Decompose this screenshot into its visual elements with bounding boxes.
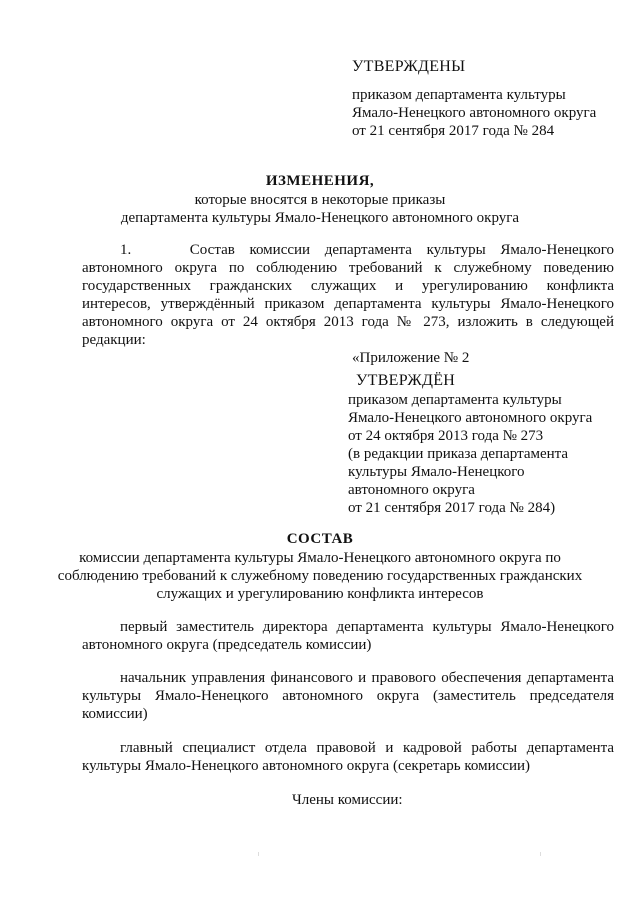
item1-line-4: интересов, утверждённый приказом департамента культуры Ямало-Ненецкого [82,296,614,312]
appendix-line-6: автономного округа [348,482,475,498]
appendix-line-1: приказом департамента культуры [348,392,562,408]
item1-line-6: редакции: [82,332,146,348]
appendix-line-3: от 24 октября 2013 года № 273 [348,428,544,444]
appendix-line-4: (в редакции приказа департамента [348,446,569,462]
approved-heading: УТВЕРЖДЕНЫ [352,58,466,75]
item1-line-2: автономного округа по соблюдению требований к служебному поведению [82,260,614,276]
changes-subtitle-1: которые вносятся в некоторые приказы [194,192,446,208]
scan-mark [540,852,541,856]
appendix-line-2: Ямало-Ненецкого автономного округа [348,410,593,426]
approved-line-3: от 21 сентября 2017 года № 284 [352,123,555,139]
members-label: Члены комиссии: [292,792,403,808]
composition-subtitle-1: комиссии департамента культуры Ямало-Ненецкого автономного округа по [79,550,561,566]
deputy-line-1: начальник управления финансового и правового обеспечения департамента [120,670,614,686]
scan-mark [258,852,259,856]
changes-subtitle-2: департамента культуры Ямало-Ненецкого автономного округа [120,210,520,226]
deputy-line-2: культуры Ямало-Ненецкого автономного округа (заместитель председателя [82,688,614,704]
composition-subtitle-3: служащих и урегулированию конфликта интересов [156,586,484,602]
secretary-line-1: главный специалист отдела правовой и кадровой работы департамента [120,740,614,756]
appendix-line-5: культуры Ямало-Ненецкого [348,464,525,480]
appendix-heading: УТВЕРЖДЁН [356,372,456,389]
item1-line-3: государственных гражданских служащих и урегулированию конфликта [82,278,614,294]
approved-line-1: приказом департамента культуры [352,87,566,103]
item1-line-5: автономного округа от 24 октября 2013 года № 273, изложить в следующей [82,314,614,330]
chair-line-2: автономного округа (председатель комиссии) [82,637,372,653]
chair-line-1: первый заместитель директора департамента культуры Ямало-Ненецкого [120,619,614,635]
changes-title: ИЗМЕНЕНИЯ, [265,173,375,189]
approved-line-2: Ямало-Ненецкого автономного округа [352,105,597,121]
deputy-line-3: комиссии) [82,706,148,722]
appendix-line-7: от 21 сентября 2017 года № 284) [348,500,556,516]
item1-line-1: 1. Состав комиссии департамента культуры Ямало-Ненецкого [120,242,614,258]
appendix-label: «Приложение № 2 [352,350,470,366]
composition-subtitle-2: соблюдению требований к служебному поведению государственных гражданских [57,568,583,584]
secretary-line-2: культуры Ямало-Ненецкого автономного округа (секретарь комиссии) [82,758,530,774]
composition-title: СОСТАВ [286,531,354,547]
